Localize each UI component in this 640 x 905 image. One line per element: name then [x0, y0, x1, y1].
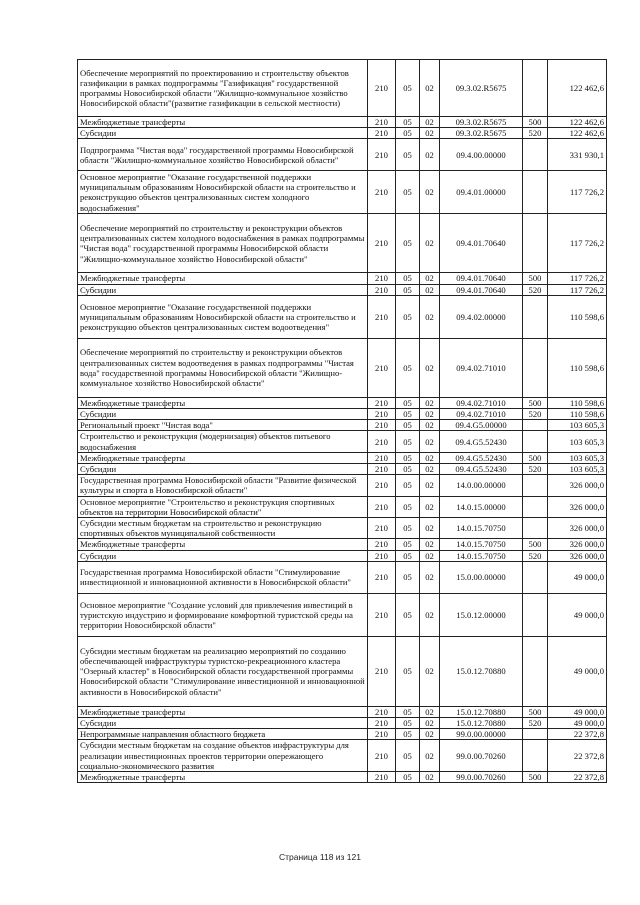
row-name: Региональный проект "Чистая вода" — [78, 420, 368, 431]
row-expense-type: 500 — [523, 706, 548, 717]
row-ministry-code: 210 — [368, 729, 396, 740]
row-target-article: 09.4.G5.52430 — [440, 464, 523, 475]
row-name: Субсидии — [78, 284, 368, 295]
table-row — [78, 409, 607, 420]
row-expense-type — [523, 593, 548, 636]
row-target-article: 14.0.00.00000 — [440, 475, 523, 496]
row-target-article: 09.4.02.71010 — [440, 409, 523, 420]
row-ministry-code: 210 — [368, 772, 396, 783]
table-row — [78, 772, 607, 783]
table-row — [78, 452, 607, 463]
table-row — [78, 295, 607, 338]
row-amount: 103 605,3 — [548, 431, 607, 452]
row-subsection-code: 02 — [420, 706, 440, 717]
row-expense-type: 520 — [523, 464, 548, 475]
row-ministry-code: 210 — [368, 550, 396, 561]
row-section-code: 05 — [396, 60, 420, 117]
row-target-article: 99.0.00.00000 — [440, 729, 523, 740]
row-name: Государственная программа Новосибирской области "Развитие физической культуры и спорта в Новосибирской области" — [78, 475, 368, 496]
row-amount: 22 372,8 — [548, 729, 607, 740]
row-section-code: 05 — [396, 284, 420, 295]
table-row — [78, 338, 607, 397]
row-name: Обеспечение мероприятий по строительству и реконструкции объектов централизованных систем холодного водоснабжения в рамках подпрограммы "Чистая вода" государственной программы Новосибирской области "Жилищно-коммунальное хозяйство Новосибирской области" — [78, 214, 368, 273]
row-target-article: 14.0.15.70750 — [440, 539, 523, 550]
row-expense-type: 500 — [523, 772, 548, 783]
row-ministry-code: 210 — [368, 128, 396, 139]
page-number: Страница 118 из 121 — [279, 852, 361, 862]
table-row — [78, 518, 607, 539]
row-expense-type — [523, 295, 548, 338]
row-ministry-code: 210 — [368, 593, 396, 636]
budget-table — [77, 59, 607, 783]
row-amount: 326 000,0 — [548, 518, 607, 539]
row-subsection-code: 02 — [420, 284, 440, 295]
row-subsection-code: 02 — [420, 420, 440, 431]
row-subsection-code: 02 — [420, 475, 440, 496]
row-name: Основное мероприятие "Оказание государственной поддержки муниципальным образованиям Новосибирской области на строительство и реконструкцию объектов централизованных систем водоотведения" — [78, 295, 368, 338]
row-expense-type: 520 — [523, 409, 548, 420]
row-ministry-code: 210 — [368, 464, 396, 475]
row-target-article: 99.0.00.70260 — [440, 740, 523, 772]
row-name: Межбюджетные трансферты — [78, 397, 368, 408]
row-subsection-code: 02 — [420, 409, 440, 420]
row-amount: 326 000,0 — [548, 539, 607, 550]
row-target-article: 15.0.12.70880 — [440, 718, 523, 729]
row-target-article: 09.4.01.70640 — [440, 214, 523, 273]
row-section-code: 05 — [396, 706, 420, 717]
row-subsection-code: 02 — [420, 729, 440, 740]
row-amount: 49 000,0 — [548, 718, 607, 729]
row-expense-type: 520 — [523, 284, 548, 295]
row-amount: 110 598,6 — [548, 295, 607, 338]
row-section-code: 05 — [396, 496, 420, 517]
row-target-article: 14.0.15.00000 — [440, 496, 523, 517]
row-expense-type — [523, 475, 548, 496]
row-section-code: 05 — [396, 539, 420, 550]
row-amount: 110 598,6 — [548, 409, 607, 420]
row-expense-type — [523, 60, 548, 117]
row-ministry-code: 210 — [368, 518, 396, 539]
row-name: Субсидии — [78, 718, 368, 729]
row-name: Субсидии местным бюджетам на строительство и реконструкцию спортивных объектов муниципальной собственности — [78, 518, 368, 539]
row-subsection-code: 02 — [420, 338, 440, 397]
row-expense-type — [523, 561, 548, 593]
row-section-code: 05 — [396, 475, 420, 496]
row-amount: 326 000,0 — [548, 550, 607, 561]
row-target-article: 09.4.G5.00000 — [440, 420, 523, 431]
row-section-code: 05 — [396, 420, 420, 431]
table-row — [78, 706, 607, 717]
table-row — [78, 284, 607, 295]
row-section-code: 05 — [396, 273, 420, 284]
row-target-article: 09.4.01.00000 — [440, 171, 523, 214]
row-name: Обеспечение мероприятий по строительству и реконструкции объектов централизованных систем водоотведения в рамках подпрограммы "Чистая вода" государственной программы Новосибирской области "Жилищно-коммунальное хозяйство Новосибирской области" — [78, 338, 368, 397]
row-expense-type: 500 — [523, 273, 548, 284]
row-section-code: 05 — [396, 740, 420, 772]
row-subsection-code: 02 — [420, 772, 440, 783]
row-subsection-code: 02 — [420, 139, 440, 171]
row-target-article: 15.0.00.00000 — [440, 561, 523, 593]
table-row — [78, 117, 607, 128]
row-name: Межбюджетные трансферты — [78, 772, 368, 783]
row-target-article: 09.3.02.R5675 — [440, 117, 523, 128]
row-subsection-code: 02 — [420, 740, 440, 772]
table-row — [78, 397, 607, 408]
row-ministry-code: 210 — [368, 561, 396, 593]
row-ministry-code: 210 — [368, 171, 396, 214]
row-expense-type: 500 — [523, 397, 548, 408]
row-name: Строительство и реконструкция (модернизация) объектов питьевого водоснабжения — [78, 431, 368, 452]
row-target-article: 14.0.15.70750 — [440, 550, 523, 561]
row-amount: 117 726,2 — [548, 214, 607, 273]
row-name: Субсидии — [78, 409, 368, 420]
row-name: Субсидии — [78, 128, 368, 139]
row-subsection-code: 02 — [420, 295, 440, 338]
row-target-article: 09.4.02.71010 — [440, 338, 523, 397]
row-ministry-code: 210 — [368, 338, 396, 397]
row-target-article: 09.4.G5.52430 — [440, 452, 523, 463]
row-amount: 117 726,2 — [548, 171, 607, 214]
row-ministry-code: 210 — [368, 452, 396, 463]
table-row — [78, 475, 607, 496]
row-name: Основное мероприятие "Строительство и реконструкция спортивных объектов на территории Новосибирской области" — [78, 496, 368, 517]
row-amount: 49 000,0 — [548, 636, 607, 706]
row-target-article: 15.0.12.00000 — [440, 593, 523, 636]
row-subsection-code: 02 — [420, 550, 440, 561]
row-amount: 122 462,6 — [548, 60, 607, 117]
row-target-article: 09.4.01.70640 — [440, 284, 523, 295]
row-amount: 122 462,6 — [548, 128, 607, 139]
row-section-code: 05 — [396, 128, 420, 139]
row-subsection-code: 02 — [420, 60, 440, 117]
row-subsection-code: 02 — [420, 593, 440, 636]
row-section-code: 05 — [396, 464, 420, 475]
row-expense-type — [523, 518, 548, 539]
row-amount: 110 598,6 — [548, 397, 607, 408]
row-ministry-code: 210 — [368, 420, 396, 431]
row-amount: 110 598,6 — [548, 338, 607, 397]
row-ministry-code: 210 — [368, 431, 396, 452]
row-amount: 103 605,3 — [548, 464, 607, 475]
row-subsection-code: 02 — [420, 171, 440, 214]
table-row — [78, 273, 607, 284]
row-target-article: 14.0.15.70750 — [440, 518, 523, 539]
row-subsection-code: 02 — [420, 214, 440, 273]
row-target-article: 09.4.02.71010 — [440, 397, 523, 408]
table-row — [78, 539, 607, 550]
row-expense-type — [523, 338, 548, 397]
row-expense-type — [523, 740, 548, 772]
row-section-code: 05 — [396, 117, 420, 128]
row-subsection-code: 02 — [420, 636, 440, 706]
row-name: Основное мероприятие "Оказание государственной поддержки муниципальным образованиям Новосибирской области на строительство и реконструкцию объектов централизованных систем холодного водоснабжения" — [78, 171, 368, 214]
row-name: Государственная программа Новосибирской области "Стимулирование инвестиционной и инновационной активности в Новосибирской области" — [78, 561, 368, 593]
table-row — [78, 128, 607, 139]
row-expense-type: 500 — [523, 117, 548, 128]
row-expense-type: 500 — [523, 539, 548, 550]
row-amount: 331 930,1 — [548, 139, 607, 171]
row-expense-type: 500 — [523, 452, 548, 463]
row-expense-type — [523, 636, 548, 706]
row-amount: 326 000,0 — [548, 496, 607, 517]
row-expense-type: 520 — [523, 128, 548, 139]
row-subsection-code: 02 — [420, 273, 440, 284]
table-row — [78, 420, 607, 431]
table-row — [78, 729, 607, 740]
row-ministry-code: 210 — [368, 706, 396, 717]
table-row — [78, 139, 607, 171]
row-expense-type — [523, 171, 548, 214]
row-name: Обеспечение мероприятий по проектированию и строительству объектов газификации в рамках подпрограммы "Газификация" государственной программы Новосибирской области "Жилищно-коммунальное хозяйство Новосибирской области"(развитие газификации в сельской местности) — [78, 60, 368, 117]
row-subsection-code: 02 — [420, 128, 440, 139]
row-ministry-code: 210 — [368, 409, 396, 420]
row-target-article: 09.4.02.00000 — [440, 295, 523, 338]
row-amount: 49 000,0 — [548, 561, 607, 593]
row-section-code: 05 — [396, 718, 420, 729]
table-row — [78, 636, 607, 706]
row-expense-type — [523, 420, 548, 431]
row-amount: 117 726,2 — [548, 273, 607, 284]
row-ministry-code: 210 — [368, 273, 396, 284]
row-name: Межбюджетные трансферты — [78, 452, 368, 463]
row-expense-type: 520 — [523, 550, 548, 561]
row-amount: 117 726,2 — [548, 284, 607, 295]
row-name: Подпрограмма "Чистая вода" государственной программы Новосибирской области "Жилищно-коммунальное хозяйство Новосибирской области" — [78, 139, 368, 171]
row-section-code: 05 — [396, 636, 420, 706]
row-expense-type — [523, 214, 548, 273]
row-amount: 22 372,8 — [548, 740, 607, 772]
row-amount: 326 000,0 — [548, 475, 607, 496]
row-subsection-code: 02 — [420, 539, 440, 550]
row-subsection-code: 02 — [420, 452, 440, 463]
row-target-article: 99.0.00.70260 — [440, 772, 523, 783]
table-row — [78, 561, 607, 593]
row-subsection-code: 02 — [420, 518, 440, 539]
row-section-code: 05 — [396, 171, 420, 214]
row-name: Непрограммные направления областного бюджета — [78, 729, 368, 740]
table-row — [78, 464, 607, 475]
row-subsection-code: 02 — [420, 496, 440, 517]
row-section-code: 05 — [396, 729, 420, 740]
row-section-code: 05 — [396, 139, 420, 171]
table-body — [78, 60, 607, 783]
row-subsection-code: 02 — [420, 431, 440, 452]
row-name: Субсидии местным бюджетам на реализацию мероприятий по созданию обеспечивающей инфраструктуры туристско-рекреационного кластера "Озерный кластер" в Новосибирской области государственной программы Новосибирской области "Стимулирование инвестиционной и инновационной активности в Новосибирской области" — [78, 636, 368, 706]
row-ministry-code: 210 — [368, 139, 396, 171]
row-subsection-code: 02 — [420, 718, 440, 729]
row-expense-type — [523, 431, 548, 452]
row-section-code: 05 — [396, 550, 420, 561]
row-name: Межбюджетные трансферты — [78, 706, 368, 717]
row-ministry-code: 210 — [368, 295, 396, 338]
table-row — [78, 593, 607, 636]
row-target-article: 09.4.00.00000 — [440, 139, 523, 171]
row-subsection-code: 02 — [420, 464, 440, 475]
row-name: Межбюджетные трансферты — [78, 117, 368, 128]
row-expense-type — [523, 729, 548, 740]
row-section-code: 05 — [396, 431, 420, 452]
table-row — [78, 496, 607, 517]
row-ministry-code: 210 — [368, 214, 396, 273]
table-row — [78, 550, 607, 561]
row-target-article: 15.0.12.70880 — [440, 706, 523, 717]
row-expense-type: 520 — [523, 718, 548, 729]
table-row — [78, 740, 607, 772]
row-subsection-code: 02 — [420, 561, 440, 593]
table-row — [78, 214, 607, 273]
row-amount: 103 605,3 — [548, 452, 607, 463]
row-section-code: 05 — [396, 338, 420, 397]
row-ministry-code: 210 — [368, 397, 396, 408]
row-ministry-code: 210 — [368, 284, 396, 295]
row-ministry-code: 210 — [368, 539, 396, 550]
row-ministry-code: 210 — [368, 636, 396, 706]
row-name: Межбюджетные трансферты — [78, 539, 368, 550]
row-name: Субсидии местным бюджетам на создание объектов инфраструктуры для реализации инвестиционных проектов территории опережающего социально-экономического развития — [78, 740, 368, 772]
row-section-code: 05 — [396, 214, 420, 273]
row-section-code: 05 — [396, 772, 420, 783]
row-ministry-code: 210 — [368, 117, 396, 128]
row-expense-type — [523, 139, 548, 171]
row-name: Межбюджетные трансферты — [78, 273, 368, 284]
table-row — [78, 171, 607, 214]
row-ministry-code: 210 — [368, 60, 396, 117]
row-target-article: 09.4.G5.52430 — [440, 431, 523, 452]
row-amount: 22 372,8 — [548, 772, 607, 783]
row-name: Субсидии — [78, 464, 368, 475]
row-section-code: 05 — [396, 452, 420, 463]
row-amount: 122 462,6 — [548, 117, 607, 128]
table-row — [78, 60, 607, 117]
table-row — [78, 718, 607, 729]
row-ministry-code: 210 — [368, 475, 396, 496]
row-target-article: 15.0.12.70880 — [440, 636, 523, 706]
table-row — [78, 431, 607, 452]
row-section-code: 05 — [396, 561, 420, 593]
row-target-article: 09.3.02.R5675 — [440, 60, 523, 117]
row-amount: 49 000,0 — [548, 706, 607, 717]
row-ministry-code: 210 — [368, 740, 396, 772]
row-section-code: 05 — [396, 295, 420, 338]
row-ministry-code: 210 — [368, 718, 396, 729]
row-subsection-code: 02 — [420, 117, 440, 128]
row-subsection-code: 02 — [420, 397, 440, 408]
row-amount: 103 605,3 — [548, 420, 607, 431]
row-ministry-code: 210 — [368, 496, 396, 517]
row-section-code: 05 — [396, 518, 420, 539]
row-target-article: 09.4.01.70640 — [440, 273, 523, 284]
row-expense-type — [523, 496, 548, 517]
row-section-code: 05 — [396, 593, 420, 636]
row-name: Субсидии — [78, 550, 368, 561]
row-section-code: 05 — [396, 409, 420, 420]
row-name: Основное мероприятие "Создание условий для привлечения инвестиций в туристскую индустрию и формирование комфортной туристской среды на территории Новосибирской области" — [78, 593, 368, 636]
row-section-code: 05 — [396, 397, 420, 408]
row-amount: 49 000,0 — [548, 593, 607, 636]
row-target-article: 09.3.02.R5675 — [440, 128, 523, 139]
